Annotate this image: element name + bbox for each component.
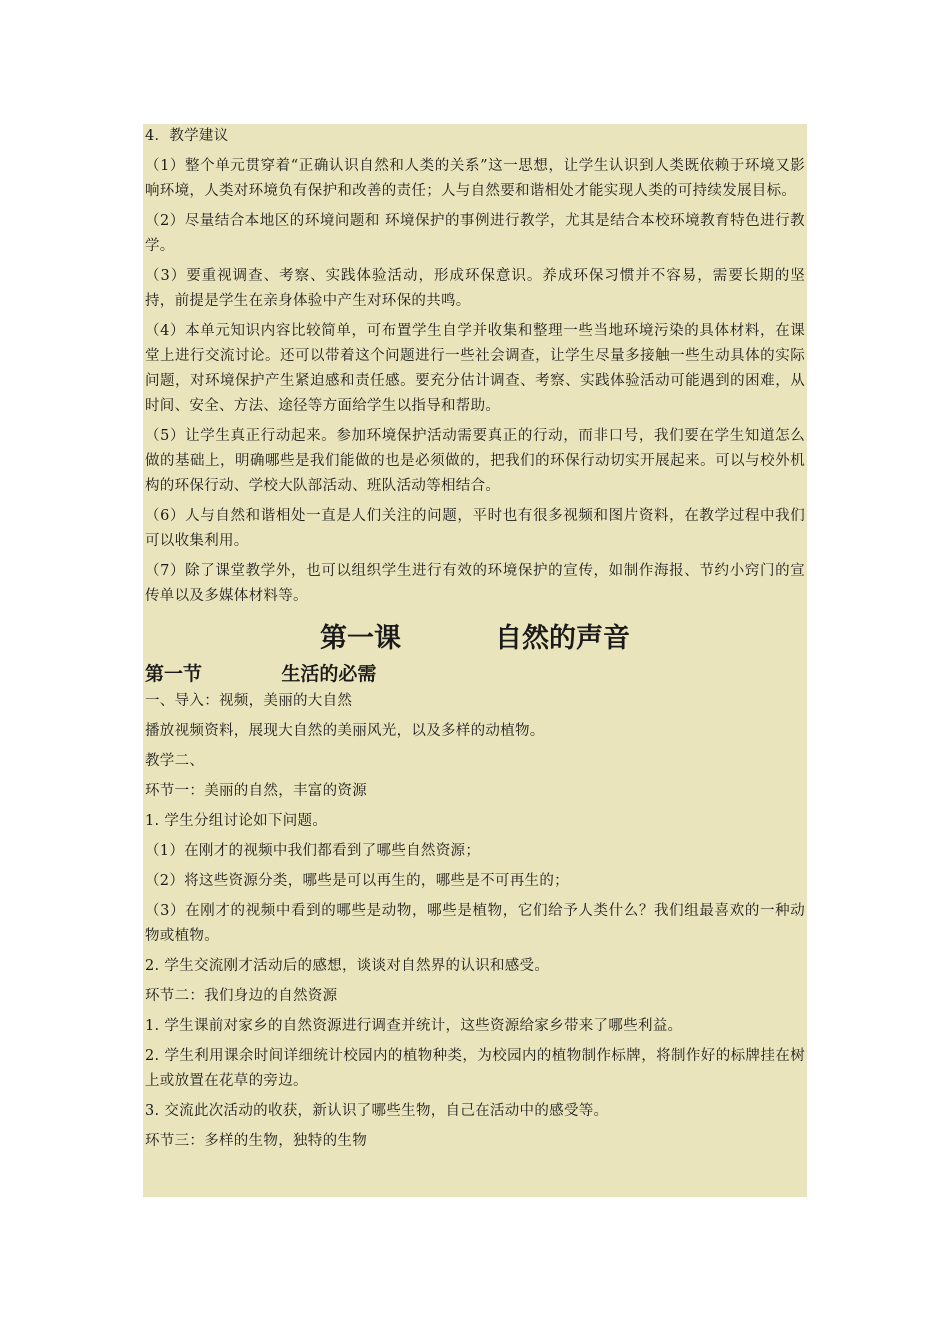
paragraph-stage-one-question-2: （2）将这些资源分类，哪些是可以再生的，哪些是不可再生的； xyxy=(145,873,569,889)
paragraph-suggestion-1: （1）整个单元贯穿着“正确认识自然和人类的关系”这一思想，让学生认识到人类既依赖于环境又影响环境，人类对环境负有保护和改善的责任；人与自然要和谐相处才能实现人类的可持续发展目标。 xyxy=(145,158,805,199)
paragraph-suggestion-6: （6）人与自然和谐相处一直是人们关注的问题，平时也有很多视频和图片资料，在教学过程中我们可以收集利用。 xyxy=(145,508,805,549)
paragraph-teaching-two: 教学二、 xyxy=(145,753,205,769)
paragraph-suggestion-3: （3）要重视调查、考察、实践体验活动，形成环保意识。养成环保习惯并不容易，需要长期的坚持，前提是学生在亲身体验中产生对环保的共鸣。 xyxy=(145,268,805,309)
highlighted-text-block xyxy=(143,124,807,1197)
paragraph-video: 播放视频资料，展现大自然的美丽风光，以及多样的动植物。 xyxy=(145,723,545,739)
paragraph-stage-three: 环节三：多样的生物，独特的生物 xyxy=(145,1133,367,1149)
paragraph-stage-two: 环节二：我们身边的自然资源 xyxy=(145,988,338,1004)
paragraph-suggestion-2: （2）尽量结合本地区的环境问题和 环境保护的事例进行教学，尤其是结合本校环境教育特色进行教学。 xyxy=(145,213,805,254)
paragraph-intro: 一、导入：视频，美丽的大自然 xyxy=(145,693,353,709)
paragraph-suggestion-7: （7）除了课堂教学外，也可以组织学生进行有效的环境保护的宣传，如制作海报、节约小窍门的宣传单以及多媒体材料等。 xyxy=(145,563,805,604)
paragraph-heading-teaching-suggestions: 4．教学建议 xyxy=(145,128,229,144)
paragraph-stage-one-question-3: （3）在刚才的视频中看到的哪些是动物，哪些是植物，它们给予人类什么？我们组最喜欢的一种动物或植物。 xyxy=(145,903,805,944)
paragraph-suggestion-4: （4）本单元知识内容比较简单，可布置学生自学并收集和整理一些当地环境污染的具体材料，在课堂上进行交流讨论。还可以带着这个问题进行一些社会调查，让学生尽量多接触一些生动具体的实际问题，对环境保护产生紧迫感和责任感。要充分估计调查、考察、实践体验活动可能遇到的困难，从时间、安全、方法、途径等方面给学生以指导和帮助。 xyxy=(145,323,805,414)
lesson-title: 第一课 自然的声音 xyxy=(320,623,630,654)
paragraph-stage-one: 环节一：美丽的自然，丰富的资源 xyxy=(145,783,367,799)
paragraph-stage-one-question-1: （1）在刚才的视频中我们都看到了哪些自然资源； xyxy=(145,843,481,859)
paragraph-stage-two-item-3: 3. 交流此次活动的收获，新认识了哪些生物，自己在活动中的感受等。 xyxy=(145,1103,609,1119)
paragraph-stage-two-item-2: 2. 学生利用课余时间详细统计校园内的植物种类，为校园内的植物制作标牌，将制作好的标牌挂在树上或放置在花草的旁边。 xyxy=(145,1048,805,1089)
paragraph-suggestion-5: （5）让学生真正行动起来。参加环境保护活动需要真正的行动，而非口号，我们要在学生知道怎么做的基础上，明确哪些是我们能做的也是必须做的，把我们的环保行动切实开展起来。可以与校外机构的环保行动、学校大队部活动、班队活动等相结合。 xyxy=(145,428,805,494)
paragraph-stage-one-item-2: 2. 学生交流刚才活动后的感想，谈谈对自然界的认识和感受。 xyxy=(145,958,550,974)
paragraph-stage-one-item-1: 1. 学生分组讨论如下问题。 xyxy=(145,813,328,829)
paragraph-stage-two-item-1: 1. 学生课前对家乡的自然资源进行调查并统计，这些资源给家乡带来了哪些利益。 xyxy=(145,1018,683,1034)
section-title: 第一节 生活的必需 xyxy=(145,663,377,685)
